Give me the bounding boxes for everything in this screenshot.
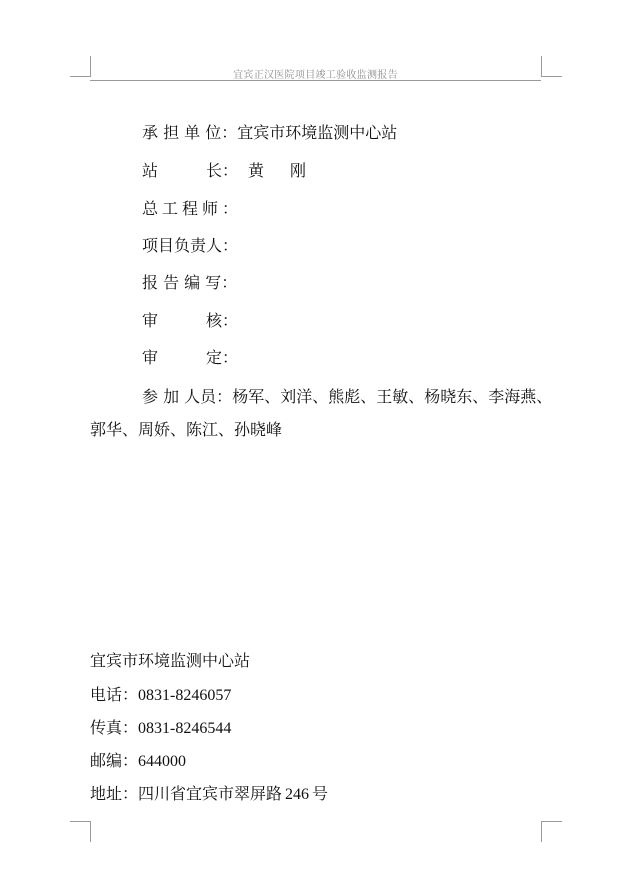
postcode-label: 邮编： (90, 751, 139, 770)
crop-mark-bottom-left (70, 821, 91, 842)
director-row (142, 160, 306, 182)
members-line-2 (90, 417, 282, 440)
address-number: 246 (285, 786, 310, 803)
director-name-b: 刚 (290, 161, 307, 180)
project-lead-label: 项目负责人： (142, 236, 239, 255)
crop-mark-top-left (70, 56, 91, 77)
contact-fax-row (90, 715, 231, 738)
fax-label: 传真： (90, 718, 139, 737)
contact-address-row (90, 781, 328, 804)
members-names-1: 杨军、刘洋、熊彪、王敏、杨晓东、李海燕、 (232, 387, 553, 406)
director-name-a: 黄 (248, 161, 265, 180)
crop-mark-top-right (541, 56, 562, 77)
director-label-a: 站 (142, 161, 159, 180)
undertaker-value: 宜宾市环境监测中心站 (237, 123, 398, 142)
reviewer-row (142, 310, 238, 332)
address-value-b: 号 (312, 784, 329, 803)
header-rule (90, 80, 541, 81)
phone-label: 电话： (90, 685, 139, 704)
phone-value: 0831-8246057 (138, 687, 232, 704)
members-line-1 (142, 384, 552, 407)
approver-label-b: 定： (206, 348, 239, 367)
running-header: 宜宾正汉医院项目竣工验收监测报告 (233, 70, 398, 81)
report-writer-label: 报 告 编 写： (142, 273, 238, 292)
fax-value: 0831-8246544 (138, 720, 232, 737)
members-label: 参 加 人员： (142, 387, 233, 406)
project-lead-row (142, 235, 238, 257)
crop-mark-bottom-right (541, 821, 562, 842)
approver-label-a: 审 (142, 348, 159, 367)
reviewer-label-a: 审 (142, 311, 159, 330)
contact-org: 宜宾市环境监测中心站 (90, 651, 251, 670)
members-names-2: 郭华、周娇、陈江、孙晓峰 (90, 420, 283, 439)
postcode-value: 644000 (138, 753, 187, 770)
undertaker-row (142, 122, 397, 144)
chief-engineer-label: 总工程师： (142, 199, 243, 218)
contact-postcode-row (90, 748, 186, 771)
director-label-b: 长： (206, 161, 239, 180)
reviewer-label-b: 核： (206, 311, 239, 330)
chief-engineer-row (142, 198, 242, 220)
report-writer-row (142, 272, 237, 294)
address-label: 地址： (90, 784, 139, 803)
approver-row (142, 347, 238, 369)
contact-phone-row (90, 682, 231, 705)
address-value-a: 四川省宜宾市翠屏路 (138, 784, 283, 803)
undertaker-label: 承 担 单 位： (142, 123, 238, 142)
